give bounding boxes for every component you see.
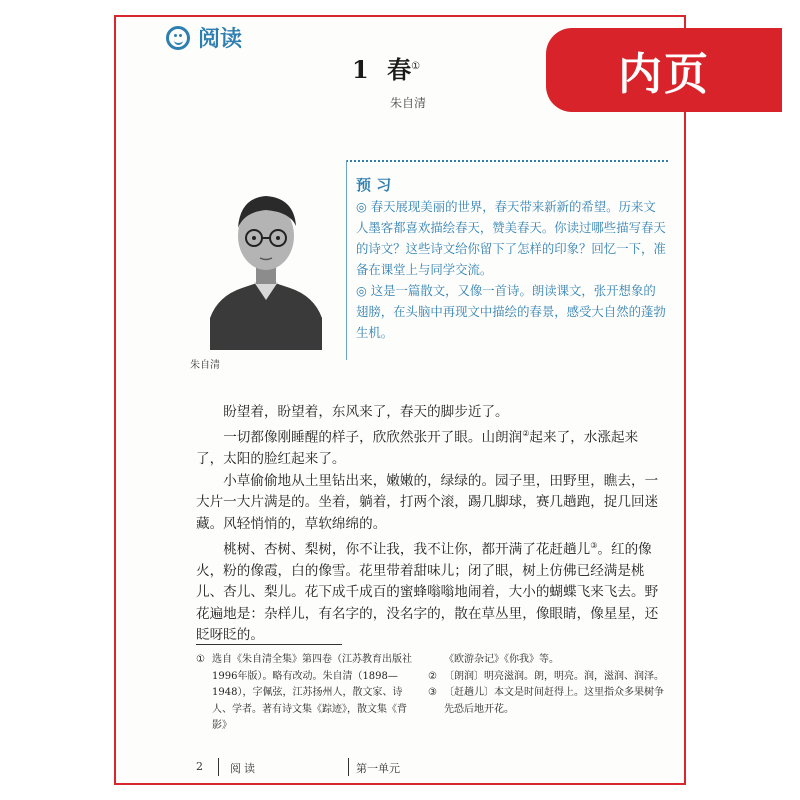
preview-text (356, 196, 668, 343)
lesson-number: 1 (352, 55, 369, 84)
author-name: 朱自清 (390, 96, 427, 110)
author-portrait (210, 178, 322, 350)
footnote-continued: 《欧游杂记》《你我》等。 (444, 654, 559, 665)
smiley-icon (166, 26, 190, 50)
footnote-ref: ③ (590, 540, 598, 550)
photo-caption: 朱自清 (190, 360, 220, 371)
preview-divider (346, 160, 668, 162)
paragraph: 盼望着，盼望着，东风来了，春天的脚步近了。 (223, 404, 509, 420)
preview-title: 预 习 (356, 176, 392, 194)
paragraph: 桃树、杏树、梨树，你不让我，我不让你，都开满了花赶趟儿③。红的像火，粉的像霞，白的像雪。花里带着甜味儿；闭了眼，树上仿佛已经满是桃儿、杏儿、梨儿。花下成千成百的蜜蜂嗡嗡地闹着，大小的蝴蝶飞来飞去。野花遍地是：杂样儿，有名字的，没名字的，散在草丛里，像眼睛，像星星，还眨呀眨的。 (196, 540, 659, 644)
footnote-ref: ② (522, 429, 530, 439)
footnote-mark: ① (411, 61, 421, 72)
lesson-name: 春 (387, 55, 412, 84)
footer-divider (218, 758, 219, 776)
lesson-title (352, 50, 420, 85)
inner-page-badge: 内页 (546, 28, 782, 112)
section-header (166, 22, 242, 53)
footnotes-left (196, 652, 418, 735)
footnote: ② 〔朗润〕明亮滋润。朗，明亮。润，滋润、润泽。 (428, 670, 664, 682)
footnote: ① 选自《朱自清全集》第四卷（江苏教育出版社1996年版）。略有改动。朱自清（1898—1948），字佩弦，江苏扬州人，散文家、诗人、学者。著有诗文集《踪迹》，散文集《背影》 (196, 654, 412, 731)
paragraph: 小草偷偷地从土里钻出来，嫩嫩的，绿绿的。园子里，田野里，瞧去，一大片一大片满是的。坐着，躺着，打两个滚，踢几脚球，赛几趟跑，捉几回迷藏。风轻悄悄的，草软绵绵的。 (196, 472, 659, 532)
footnote: ③ 〔赶趟儿〕本文是时间赶得上。这里指众多果树争先恐后地开花。 (428, 687, 664, 715)
preview-side-line (346, 160, 347, 360)
footnotes-right (428, 652, 668, 718)
footer-divider (348, 758, 349, 776)
preview-item: ◎ 春天展现美丽的世界，春天带来新新的希望。历来文人墨客都喜欢描绘春天，赞美春天。你读过哪些描写春天的诗文？这些诗文给你留下了怎样的印象？回忆一下，准备在课堂上与同学交流。 (356, 199, 666, 277)
lesson-body (196, 402, 660, 647)
page-number: 2 (196, 760, 203, 773)
footer-unit: 第一单元 (356, 762, 400, 775)
footer-book: 阅读 (230, 762, 258, 775)
section-label: 阅读 (198, 27, 243, 52)
preview-item: ◎ 这是一篇散文，又像一首诗。朗读课文，张开想象的翅膀，在头脑中再现文中描绘的春景，感受大自然的蓬勃生机。 (356, 283, 666, 340)
footnote-rule (196, 644, 342, 645)
paragraph: 一切都像刚睡醒的样子，欣欣然张开了眼。山朗润②起来了，水涨起来了，太阳的脸红起来了。 (196, 429, 639, 468)
